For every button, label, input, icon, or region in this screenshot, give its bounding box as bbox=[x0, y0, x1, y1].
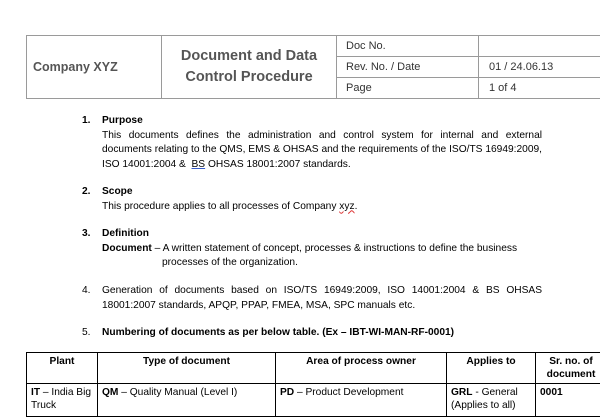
cell-area: PD – Product Development bbox=[276, 384, 447, 417]
section-heading: Purpose bbox=[102, 114, 542, 129]
company-name: Company XYZ bbox=[27, 36, 162, 99]
section-definition bbox=[82, 227, 542, 271]
column-header-type: Type of document bbox=[98, 353, 276, 384]
cell-plant: IT – India Big Truck bbox=[27, 384, 98, 417]
doc-no-label: Doc No. bbox=[337, 36, 479, 57]
section-number: 3. bbox=[82, 227, 102, 242]
spellcheck-underline: xyz bbox=[339, 201, 354, 212]
definition-continuation: processes of the organization. bbox=[162, 256, 542, 271]
cell-applies: GRL - General (Applies to all) bbox=[447, 384, 536, 417]
document-numbering-table bbox=[26, 352, 600, 417]
section-heading: Scope bbox=[102, 185, 542, 200]
rev-label: Rev. No. / Date bbox=[337, 57, 479, 78]
section-generation bbox=[82, 284, 542, 313]
document-header-table bbox=[26, 35, 600, 99]
section-purpose bbox=[82, 114, 542, 172]
cell-type: QM – Quality Manual (Level I) bbox=[98, 384, 276, 417]
section-heading: Definition bbox=[102, 227, 542, 242]
section-number: 2. bbox=[82, 185, 102, 200]
section-text: This procedure applies to all processes of Company xyz. bbox=[102, 200, 542, 215]
document-title-line-2: Control Procedure bbox=[185, 69, 312, 85]
table-header-row bbox=[27, 353, 600, 384]
column-header-area: Area of process owner bbox=[276, 353, 447, 384]
table-row bbox=[27, 384, 600, 417]
cell-srno: 0001 bbox=[536, 384, 600, 417]
section-scope bbox=[82, 185, 542, 214]
page-value: 1 of 4 bbox=[479, 78, 600, 99]
section-number: 5. bbox=[82, 326, 102, 341]
doc-no-value bbox=[479, 36, 600, 57]
definition-text: Document – A written statement of concept, processes & instructions to define the business bbox=[102, 242, 542, 257]
spellcheck-underline: BS bbox=[192, 159, 206, 170]
column-header-srno: Sr. no. of document bbox=[536, 353, 600, 384]
document-title bbox=[162, 36, 337, 99]
section-number: 4. bbox=[82, 284, 102, 299]
page-label: Page bbox=[337, 78, 479, 99]
definition-term: Document bbox=[102, 243, 152, 254]
column-header-plant: Plant bbox=[27, 353, 98, 384]
section-text: This documents defines the administration and control system for internal and external documents relating to the QMS, EMS & OHSAS and the requirements of the ISO/TS 16949:2009, ISO 14001:2004 & BS OHSAS 18001:2007 standards. bbox=[102, 129, 542, 173]
section-number: 1. bbox=[82, 114, 102, 129]
section-text: Generation of documents based on ISO/TS 16949:2009, ISO 14001:2004 & BS OHSAS 18001:2007 standards, APQP, PPAP, FMEA, MSA, SPC manuals etc. bbox=[102, 284, 542, 313]
column-header-applies: Applies to bbox=[447, 353, 536, 384]
document-title-line-1: Document and Data bbox=[181, 48, 317, 64]
rev-value: 01 / 24.06.13 bbox=[479, 57, 600, 78]
section-numbering bbox=[82, 326, 542, 341]
section-heading: Numbering of documents as per below table. (Ex – IBT-WI-MAN-RF-0001) bbox=[102, 326, 542, 341]
